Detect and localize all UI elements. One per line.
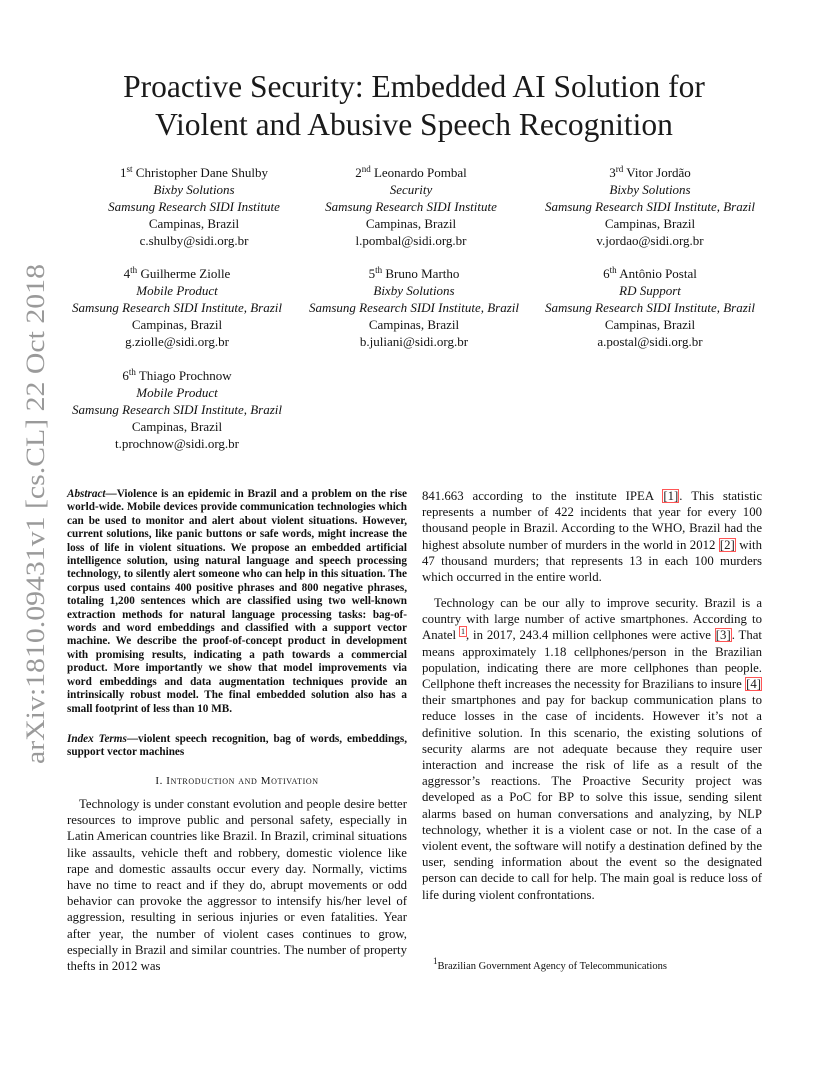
author-ordinal: 6 [603, 266, 610, 281]
body-paragraph: Technology is under constant evolution and people desire better resources to improve public and personal safety, especially in Latin American countries like Brazil. In Brazil, criminal situations like assaults, vehicle theft and robbery, domestic violence like rape and domestic assaults occur every day. Normally, victims have no time to react and if they do, abrupt movements or odd behavior can provoke the aggressor to intensify his/her level of aggression, resulting in serious injuries or even fatalities. Year after year, the number of violent cases continues to grow, especially in Brazil and similar countries. The number of property thefts in 2012 was [67, 797, 407, 974]
paragraph-text: with 47 thousand murders; that represents 13 in each 100 murders which occurred in the entire world. [422, 537, 763, 585]
citation-link[interactable]: [4] [746, 677, 761, 692]
footnote [433, 956, 763, 973]
author-dept: Bixby Solutions [609, 182, 691, 197]
author-block [291, 164, 531, 249]
author-org: Samsung Research SIDI Institute, Brazil [544, 199, 756, 214]
author-ordinal-suffix: th [375, 265, 383, 275]
author-block [530, 164, 770, 249]
author-city: Campinas, Brazil [131, 317, 223, 332]
index-terms-label: Index Terms [67, 733, 127, 745]
author-ordinal-suffix: st [126, 164, 133, 174]
abstract [67, 488, 407, 716]
index-terms [67, 733, 407, 760]
author-ordinal: 3 [609, 165, 616, 180]
author-city: Campinas, Brazil [148, 216, 240, 231]
index-terms-text: —violent speech recognition, bag of words, embeddings, support vector machines [67, 733, 407, 759]
title-line-1: Proactive Security: Embedded AI Solution for [123, 69, 705, 104]
paragraph-text: , in 2017, 243.4 million cellphones were active [465, 628, 715, 643]
author-ordinal: 6 [122, 368, 129, 383]
author-name: Bruno Martho [385, 266, 460, 281]
author-city: Campinas, Brazil [365, 216, 457, 231]
author-dept: Mobile Product [136, 283, 218, 298]
citation-link[interactable]: [1] [663, 489, 679, 503]
citation-link[interactable]: [3] [715, 628, 731, 643]
author-email: b.juliani@sidi.org.br [359, 334, 469, 349]
author-org: Samsung Research SIDI Institute, Brazil [71, 300, 283, 315]
title-line-2: Violent and Abusive Speech Recognition [155, 107, 673, 142]
author-ordinal: 4 [123, 266, 131, 281]
author-block [57, 265, 297, 350]
footnote-link[interactable]: 1 [460, 627, 465, 637]
author-ordinal-suffix: th [128, 367, 136, 377]
author-city: Campinas, Brazil [131, 419, 223, 434]
abstract-text: —Violence is an epidemic in Brazil and a problem on the rise world-wide. Mobile devices provide communication technologies which can be used to monitor and alert about violent situations. However, current solutions, like panic buttons or safe words, might increase the loss of life in violent situations. We propose an embedded artificial intelligence solution, using natural language and speech processing technology, to silently alert someone who can help in this situation. The corpus used contains 400 positive phrases and 800 negative phrases, totaling 1,200 sentences which are classified using two well-known extraction methods for natural language processing tasks: bag-of-words and word embeddings and classified with a support vector machine. We describe the proof-of-concept product in development with promising results, indicating a path towards a commercial product. More importantly we show that model improvements via word embeddings and data augmentation techniques provide an intrinsically robust model. The final embedded solution also has a small footprint of less than 10 MB. [67, 488, 407, 715]
author-ordinal: 5 [368, 266, 376, 281]
author-email: a.postal@sidi.org.br [597, 334, 703, 349]
citation-link[interactable]: [2] [719, 537, 735, 552]
author-block [57, 367, 297, 452]
author-email: c.shulby@sidi.org.br [139, 233, 249, 248]
author-ordinal-suffix: nd [361, 164, 371, 174]
author-city: Campinas, Brazil [604, 216, 696, 231]
author-block [530, 265, 770, 350]
author-city: Campinas, Brazil [368, 317, 460, 332]
author-dept: Security [389, 182, 433, 197]
body-paragraph [422, 595, 762, 903]
arxiv-stamp-text: arXiv:1810.09431v1 [cs.CL] 22 Oct 2018 [20, 319, 50, 764]
paragraph-text: Technology can be our ally to improve security. Brazil is a country with large number of active smartphones. According to Anatel [422, 596, 762, 643]
author-ordinal: 1 [120, 165, 127, 180]
author-dept: Bixby Solutions [153, 182, 235, 197]
author-dept: Mobile Product [136, 385, 218, 400]
body-paragraph [422, 488, 762, 585]
paragraph-text: . This statistic represents a number of 422 incidents that year for every 100 thousand people in Brazil. According to the WHO, Brazil had the highest absolute number of murders in the world in 2012 [422, 489, 762, 552]
section-heading: I. Introduction and Motivation [155, 775, 319, 787]
paragraph-text: 841.663 according to the institute IPEA [422, 489, 663, 503]
author-ordinal-suffix: rd [615, 164, 624, 174]
author-org: Samsung Research SIDI Institute, Brazil [544, 300, 756, 315]
author-name: Guilherme Ziolle [140, 266, 231, 281]
paragraph-text: . That means approximately 1.18 cellphones/person in the Brazilian population, indicating there are more cellphones than people. Cellphone theft increases the necessity for Brazilians to insure [422, 628, 762, 692]
abstract-label: Abstract [67, 488, 106, 500]
footnote-mark: 1 [433, 956, 438, 966]
arxiv-stamp [15, 258, 53, 768]
author-org: Samsung Research SIDI Institute, Brazil [308, 300, 520, 315]
author-name: Christopher Dane Shulby [135, 165, 268, 180]
author-org: Samsung Research SIDI Institute, Brazil [71, 402, 283, 417]
author-email: v.jordao@sidi.org.br [596, 233, 704, 248]
paragraph-text: their smartphones and pay for backup communication plans to reduce losses in the case of incidents. However it’s not a definitive solution. In this scenario, the existing solutions of security alarms are not adequate because they require user interaction and increase the risk of life as a result of the aggressor’s reactions. The Proactive Security project was developed as a PoC for BP to solve this issue, sending silent alarms based on human conversations and analyzing, by NLP technology, whether it is a violent case or not. In the case of a violent event, the software will notify a destination defined by the user, sending information about the event so the designated person can decide to call for help. The main goal is reduce loss of life during violent confrontations. [422, 693, 762, 902]
author-name: Vitor Jordão [626, 165, 691, 180]
author-name: Leonardo Pombal [373, 165, 467, 180]
footnote-text: Brazilian Government Agency of Telecommunications [437, 961, 667, 972]
author-email: l.pombal@sidi.org.br [355, 233, 467, 248]
author-block [294, 265, 534, 350]
author-name: Antônio Postal [619, 266, 697, 281]
author-ordinal-suffix: th [609, 265, 617, 275]
author-org: Samsung Research SIDI Institute [325, 199, 497, 214]
author-email: g.ziolle@sidi.org.br [125, 334, 229, 349]
author-name: Thiago Prochnow [138, 368, 232, 383]
author-block [74, 164, 314, 249]
author-dept: Bixby Solutions [373, 283, 455, 298]
arxiv-stamp-svg [15, 258, 53, 768]
author-dept: RD Support [619, 283, 681, 298]
author-city: Campinas, Brazil [604, 317, 696, 332]
author-ordinal-suffix: th [130, 265, 138, 275]
paper-title [60, 68, 768, 144]
author-org: Samsung Research SIDI Institute [108, 199, 280, 214]
author-email: t.prochnow@sidi.org.br [114, 436, 240, 451]
author-ordinal: 2 [355, 165, 362, 180]
